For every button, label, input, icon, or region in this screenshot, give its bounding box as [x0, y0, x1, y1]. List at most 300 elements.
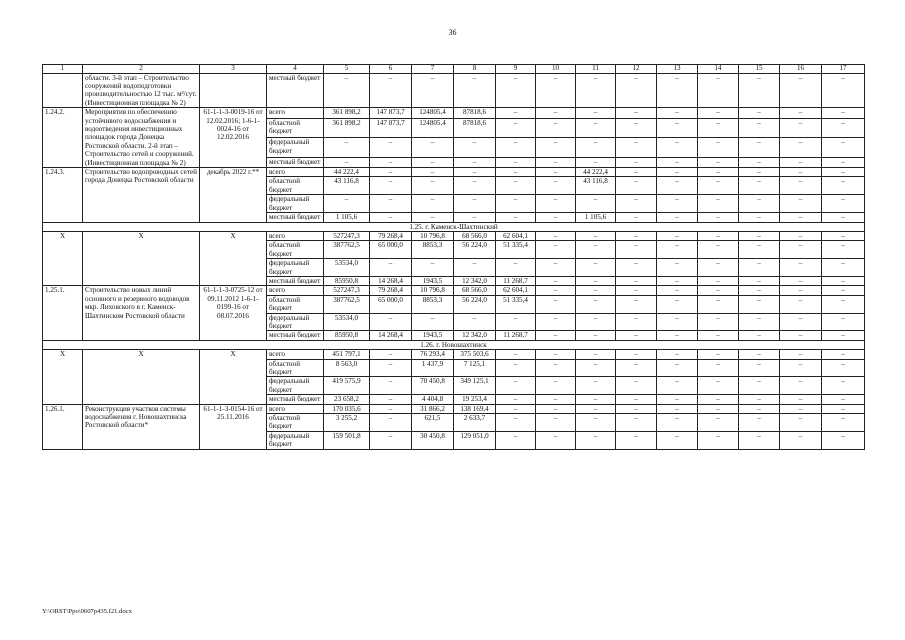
budget-source: федеральный бюджет — [267, 377, 324, 395]
column-number: 2 — [83, 65, 200, 74]
amount-cell: – — [780, 213, 822, 222]
amount-cell: – — [739, 168, 780, 177]
amount-cell: – — [496, 350, 536, 359]
budget-source: всего — [267, 168, 324, 177]
amount-cell: – — [780, 108, 822, 118]
amount-cell: – — [536, 195, 576, 213]
amount-cell: – — [496, 108, 536, 118]
amount-cell: – — [698, 73, 739, 108]
program-financing-table — [42, 64, 865, 450]
budget-source: местный бюджет — [267, 276, 324, 285]
amount-cell: – — [536, 241, 576, 259]
amount-cell: – — [616, 177, 657, 195]
column-number: 16 — [780, 65, 822, 74]
amount-cell: – — [698, 195, 739, 213]
budget-source: всего — [267, 231, 324, 240]
amount-cell: 621,5 — [412, 414, 454, 432]
amount-cell: – — [780, 138, 822, 158]
budget-source: местный бюджет — [267, 395, 324, 404]
column-number: 4 — [267, 65, 324, 74]
amount-cell: – — [780, 359, 822, 377]
amount-cell: 1 105,6 — [324, 213, 370, 222]
amount-cell: 43 116,8 — [576, 177, 616, 195]
amount-cell: 10 796,8 — [412, 286, 454, 295]
amount-cell: 10 796,8 — [412, 231, 454, 240]
amount-cell: – — [576, 286, 616, 295]
amount-cell: – — [780, 259, 822, 277]
amount-cell: – — [324, 157, 370, 167]
amount-cell: – — [454, 157, 496, 167]
item-name: Строительство водопроводных сетей города Донецка Ростовской области — [83, 168, 200, 222]
amount-cell: – — [324, 138, 370, 158]
amount-cell: – — [536, 157, 576, 167]
amount-cell: – — [698, 350, 739, 359]
amount-cell: – — [698, 241, 739, 259]
amount-cell: 19 253,4 — [454, 395, 496, 404]
amount-cell: – — [616, 431, 657, 449]
amount-cell: – — [536, 359, 576, 377]
amount-cell: – — [657, 118, 698, 138]
amount-cell: – — [698, 259, 739, 277]
amount-cell: – — [576, 231, 616, 240]
amount-cell: – — [822, 359, 865, 377]
amount-cell: – — [698, 108, 739, 118]
amount-cell: – — [616, 259, 657, 277]
amount-cell: 11 268,7 — [496, 276, 536, 285]
item-document — [200, 73, 267, 108]
amount-cell: – — [657, 431, 698, 449]
amount-cell: – — [536, 118, 576, 138]
amount-cell: – — [496, 259, 536, 277]
amount-cell: – — [657, 177, 698, 195]
amount-cell: – — [576, 295, 616, 313]
amount-cell: – — [780, 195, 822, 213]
table-row — [43, 73, 865, 108]
amount-cell: – — [370, 359, 412, 377]
amount-cell: 387762,5 — [324, 295, 370, 313]
budget-source: областной бюджет — [267, 359, 324, 377]
amount-cell: – — [657, 359, 698, 377]
item-document: 61-1-1-3-0725-12 от 09.11.2012 1-6-1-0199-16 от 08.07.2016 — [200, 286, 267, 340]
budget-source: всего — [267, 404, 324, 413]
amount-cell: – — [454, 313, 496, 331]
amount-cell: – — [496, 195, 536, 213]
budget-source: федеральный бюджет — [267, 138, 324, 158]
amount-cell: – — [657, 73, 698, 108]
amount-cell: – — [576, 377, 616, 395]
amount-cell: – — [657, 404, 698, 413]
amount-cell: 14 268,4 — [370, 276, 412, 285]
amount-cell: – — [576, 195, 616, 213]
amount-cell: – — [739, 414, 780, 432]
amount-cell: – — [657, 213, 698, 222]
budget-source: местный бюджет — [267, 73, 324, 108]
amount-cell: – — [616, 359, 657, 377]
column-number: 12 — [616, 65, 657, 74]
budget-source: областной бюджет — [267, 118, 324, 138]
amount-cell: – — [454, 168, 496, 177]
amount-cell: – — [822, 313, 865, 331]
column-number: 1 — [43, 65, 83, 74]
amount-cell: 4 404,8 — [412, 395, 454, 404]
amount-cell: 65 000,0 — [370, 241, 412, 259]
amount-cell: 129 051,0 — [454, 431, 496, 449]
amount-cell: 7 125,1 — [454, 359, 496, 377]
amount-cell: – — [412, 177, 454, 195]
amount-cell: – — [780, 414, 822, 432]
amount-cell: – — [454, 73, 496, 108]
amount-cell: – — [496, 157, 536, 167]
amount-cell: 53534,0 — [324, 313, 370, 331]
amount-cell: 1 437,9 — [412, 359, 454, 377]
amount-cell: – — [576, 395, 616, 404]
amount-cell: – — [698, 331, 739, 340]
amount-cell: – — [698, 118, 739, 138]
amount-cell: – — [412, 157, 454, 167]
amount-cell: – — [780, 286, 822, 295]
amount-cell: – — [536, 276, 576, 285]
amount-cell: 56 224,0 — [454, 241, 496, 259]
amount-cell: – — [370, 259, 412, 277]
amount-cell: 79 268,4 — [370, 286, 412, 295]
amount-cell: – — [536, 414, 576, 432]
amount-cell: – — [698, 231, 739, 240]
amount-cell: – — [822, 168, 865, 177]
table-row — [43, 108, 865, 118]
budget-source: федеральный бюджет — [267, 195, 324, 213]
amount-cell: 56 224,0 — [454, 295, 496, 313]
amount-cell: 62 604,1 — [496, 231, 536, 240]
amount-cell: 375 503,6 — [454, 350, 496, 359]
amount-cell: – — [454, 259, 496, 277]
item-number — [43, 73, 83, 108]
amount-cell: – — [822, 377, 865, 395]
amount-cell: – — [657, 276, 698, 285]
amount-cell: – — [616, 138, 657, 158]
item-document: Х — [200, 231, 267, 285]
amount-cell: – — [412, 313, 454, 331]
amount-cell: – — [496, 359, 536, 377]
amount-cell: – — [739, 359, 780, 377]
amount-cell: – — [657, 295, 698, 313]
table-row — [43, 168, 865, 177]
amount-cell: – — [739, 313, 780, 331]
amount-cell: – — [698, 168, 739, 177]
amount-cell: – — [739, 395, 780, 404]
amount-cell: – — [739, 377, 780, 395]
amount-cell: – — [822, 118, 865, 138]
item-number: Х — [43, 231, 83, 285]
amount-cell: – — [370, 177, 412, 195]
amount-cell: 138 169,4 — [454, 404, 496, 413]
amount-cell: – — [370, 377, 412, 395]
amount-cell: 30 450,8 — [412, 431, 454, 449]
amount-cell: – — [698, 138, 739, 158]
amount-cell: – — [822, 431, 865, 449]
amount-cell: 85950,8 — [324, 331, 370, 340]
amount-cell: 65 000,0 — [370, 295, 412, 313]
amount-cell: 1 105,6 — [576, 213, 616, 222]
amount-cell: – — [657, 377, 698, 395]
amount-cell: – — [780, 241, 822, 259]
amount-cell: – — [576, 350, 616, 359]
amount-cell: – — [822, 231, 865, 240]
amount-cell: – — [536, 431, 576, 449]
amount-cell: 43 116,8 — [324, 177, 370, 195]
amount-cell: – — [822, 241, 865, 259]
amount-cell: – — [616, 395, 657, 404]
amount-cell: – — [454, 195, 496, 213]
item-name: области. 3-й этап – Строительство сооружений водоподготовки производительностью 12 тыс. м³/сут. (Инвестиционная площадка № 2) — [83, 73, 200, 108]
amount-cell: 2 633,7 — [454, 414, 496, 432]
amount-cell: – — [412, 138, 454, 158]
amount-cell: – — [616, 414, 657, 432]
amount-cell: – — [576, 331, 616, 340]
budget-source: федеральный бюджет — [267, 431, 324, 449]
amount-cell: – — [616, 313, 657, 331]
amount-cell: 1943,5 — [412, 331, 454, 340]
item-number: 1.26.1. — [43, 404, 83, 449]
amount-cell: – — [739, 259, 780, 277]
table-row — [43, 231, 865, 240]
amount-cell: – — [698, 404, 739, 413]
amount-cell: – — [576, 259, 616, 277]
item-name: Х — [83, 231, 200, 285]
amount-cell: – — [496, 414, 536, 432]
budget-source: всего — [267, 286, 324, 295]
amount-cell: – — [576, 157, 616, 167]
amount-cell: – — [616, 73, 657, 108]
table-row — [43, 286, 865, 295]
amount-cell: – — [822, 157, 865, 167]
amount-cell: – — [616, 157, 657, 167]
amount-cell: – — [780, 350, 822, 359]
amount-cell: – — [370, 213, 412, 222]
amount-cell: – — [496, 118, 536, 138]
amount-cell: – — [739, 108, 780, 118]
amount-cell: – — [370, 404, 412, 413]
amount-cell: – — [536, 138, 576, 158]
amount-cell: 387762,5 — [324, 241, 370, 259]
amount-cell: 68 566,0 — [454, 286, 496, 295]
amount-cell: – — [739, 177, 780, 195]
amount-cell: – — [370, 313, 412, 331]
amount-cell: – — [536, 213, 576, 222]
amount-cell: – — [536, 168, 576, 177]
amount-cell: – — [780, 177, 822, 195]
amount-cell: – — [780, 73, 822, 108]
amount-cell: 349 125,1 — [454, 377, 496, 395]
amount-cell: – — [739, 276, 780, 285]
item-document: 61-1-1-3-0154-16 от 25.11.2016 — [200, 404, 267, 449]
amount-cell: 451 797,1 — [324, 350, 370, 359]
amount-cell: – — [536, 313, 576, 331]
section-row — [43, 222, 865, 231]
item-number: 1.24.3. — [43, 168, 83, 222]
amount-cell: – — [657, 414, 698, 432]
amount-cell: – — [616, 168, 657, 177]
amount-cell: – — [576, 313, 616, 331]
amount-cell: – — [496, 404, 536, 413]
column-number: 10 — [536, 65, 576, 74]
amount-cell: 51 335,4 — [496, 241, 536, 259]
budget-source: всего — [267, 350, 324, 359]
amount-cell: – — [657, 286, 698, 295]
budget-source: федеральный бюджет — [267, 313, 324, 331]
amount-cell: – — [657, 259, 698, 277]
section-row — [43, 340, 865, 349]
item-name: Х — [83, 350, 200, 404]
budget-source: местный бюджет — [267, 157, 324, 167]
amount-cell: – — [412, 168, 454, 177]
budget-source: местный бюджет — [267, 213, 324, 222]
amount-cell: – — [698, 213, 739, 222]
amount-cell: – — [657, 231, 698, 240]
amount-cell: – — [822, 276, 865, 285]
amount-cell: – — [616, 276, 657, 285]
amount-cell: 51 335,4 — [496, 295, 536, 313]
amount-cell: – — [698, 276, 739, 285]
item-document: Х — [200, 350, 267, 404]
amount-cell: – — [496, 213, 536, 222]
amount-cell: – — [454, 177, 496, 195]
amount-cell: – — [616, 286, 657, 295]
amount-cell: 8853,3 — [412, 295, 454, 313]
amount-cell: 8 563,0 — [324, 359, 370, 377]
amount-cell: – — [536, 286, 576, 295]
amount-cell: – — [576, 108, 616, 118]
amount-cell: – — [496, 138, 536, 158]
column-number: 14 — [698, 65, 739, 74]
amount-cell: – — [536, 404, 576, 413]
amount-cell: 12 342,0 — [454, 331, 496, 340]
amount-cell: – — [536, 395, 576, 404]
amount-cell: – — [616, 350, 657, 359]
amount-cell: – — [496, 73, 536, 108]
amount-cell: – — [412, 213, 454, 222]
amount-cell: – — [370, 138, 412, 158]
amount-cell: – — [739, 350, 780, 359]
column-number: 7 — [412, 65, 454, 74]
amount-cell: – — [454, 138, 496, 158]
amount-cell: – — [412, 259, 454, 277]
amount-cell: – — [412, 195, 454, 213]
amount-cell: – — [576, 73, 616, 108]
amount-cell: – — [657, 313, 698, 331]
page-number: 36 — [448, 28, 457, 37]
amount-cell: – — [576, 414, 616, 432]
amount-cell: 8853,3 — [412, 241, 454, 259]
amount-cell: – — [657, 195, 698, 213]
column-number: 11 — [576, 65, 616, 74]
amount-cell: – — [780, 157, 822, 167]
table-row — [43, 404, 865, 413]
amount-cell: 124805,4 — [412, 108, 454, 118]
amount-cell: – — [698, 177, 739, 195]
budget-source: областной бюджет — [267, 414, 324, 432]
amount-cell: – — [370, 168, 412, 177]
amount-cell: – — [496, 177, 536, 195]
amount-cell: – — [739, 295, 780, 313]
amount-cell: 147 873,7 — [370, 108, 412, 118]
amount-cell: – — [739, 431, 780, 449]
amount-cell: – — [657, 395, 698, 404]
budget-source: областной бюджет — [267, 177, 324, 195]
amount-cell: – — [536, 331, 576, 340]
amount-cell: – — [536, 108, 576, 118]
amount-cell: – — [780, 276, 822, 285]
budget-source: областной бюджет — [267, 295, 324, 313]
amount-cell: – — [780, 295, 822, 313]
amount-cell: 53534,0 — [324, 259, 370, 277]
amount-cell: – — [739, 138, 780, 158]
amount-cell: – — [657, 138, 698, 158]
amount-cell: – — [822, 414, 865, 432]
amount-cell: – — [496, 168, 536, 177]
budget-source: областной бюджет — [267, 241, 324, 259]
amount-cell: – — [780, 404, 822, 413]
column-number: 17 — [822, 65, 865, 74]
amount-cell: – — [616, 331, 657, 340]
amount-cell: – — [657, 331, 698, 340]
amount-cell: – — [576, 359, 616, 377]
amount-cell: – — [616, 108, 657, 118]
amount-cell: – — [370, 157, 412, 167]
amount-cell: – — [698, 359, 739, 377]
amount-cell: – — [657, 168, 698, 177]
amount-cell: – — [780, 168, 822, 177]
amount-cell: – — [536, 295, 576, 313]
amount-cell: 87818,6 — [454, 118, 496, 138]
amount-cell: – — [370, 350, 412, 359]
column-number-row — [43, 65, 865, 74]
amount-cell: 44 222,4 — [576, 168, 616, 177]
item-number: 1.25.1. — [43, 286, 83, 340]
amount-cell: – — [780, 231, 822, 240]
amount-cell: – — [536, 231, 576, 240]
item-number: 1.24.2. — [43, 108, 83, 168]
amount-cell: – — [616, 213, 657, 222]
amount-cell: – — [657, 241, 698, 259]
amount-cell: – — [739, 213, 780, 222]
budget-source: местный бюджет — [267, 331, 324, 340]
amount-cell: 68 566,0 — [454, 231, 496, 240]
amount-cell: 85950,8 — [324, 276, 370, 285]
amount-cell: – — [576, 276, 616, 285]
column-number: 6 — [370, 65, 412, 74]
amount-cell: – — [698, 286, 739, 295]
item-document: декабрь 2022 г.** — [200, 168, 267, 222]
amount-cell: – — [780, 395, 822, 404]
amount-cell: – — [780, 118, 822, 138]
amount-cell: 12 342,0 — [454, 276, 496, 285]
amount-cell: – — [496, 395, 536, 404]
column-number: 5 — [324, 65, 370, 74]
amount-cell: 1943,5 — [412, 276, 454, 285]
amount-cell: – — [616, 195, 657, 213]
section-title: 1.26. г. Новошахтинск — [43, 340, 865, 349]
amount-cell: 527247,3 — [324, 231, 370, 240]
column-number: 15 — [739, 65, 780, 74]
amount-cell: – — [698, 377, 739, 395]
amount-cell: – — [739, 118, 780, 138]
amount-cell: – — [698, 395, 739, 404]
item-name: Реконструкция участков системы водоснабжения г. Новошахтинска Ростовской области* — [83, 404, 200, 449]
amount-cell: – — [739, 331, 780, 340]
amount-cell: 14 268,4 — [370, 331, 412, 340]
amount-cell: – — [657, 350, 698, 359]
amount-cell: – — [616, 295, 657, 313]
